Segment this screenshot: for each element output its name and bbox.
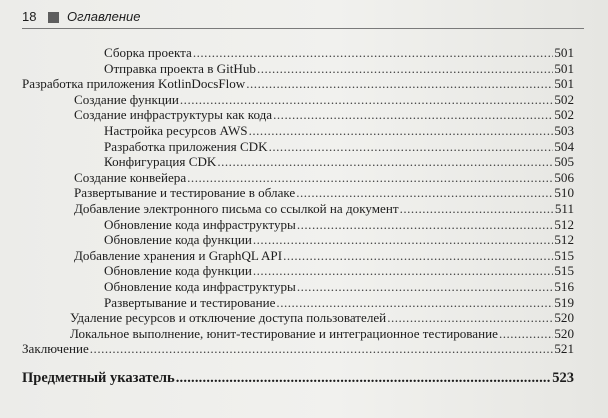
toc-entry-page: 520 <box>554 310 574 326</box>
dot-leader <box>176 369 552 387</box>
table-of-contents <box>22 45 574 357</box>
toc-entry-title: Обновление кода функции <box>104 232 252 248</box>
dot-leader <box>90 341 554 357</box>
toc-entry-page: 511 <box>554 200 574 216</box>
toc-entry[interactable] <box>22 61 574 77</box>
toc-entry[interactable] <box>22 45 574 61</box>
toc-entry-page: 503 <box>554 122 574 138</box>
dot-leader <box>283 248 553 264</box>
toc-entry-page: 512 <box>554 216 574 232</box>
toc-entry[interactable] <box>22 76 574 92</box>
toc-entry-page: 502 <box>554 91 574 107</box>
toc-entry[interactable] <box>22 310 574 326</box>
toc-entry[interactable] <box>22 217 574 233</box>
toc-entry[interactable] <box>22 107 574 123</box>
toc-entry-title: Развертывание и тестирование <box>104 294 276 310</box>
toc-entry-page: 506 <box>554 169 574 185</box>
toc-entry-page: 501 <box>554 45 574 60</box>
dot-leader <box>180 92 553 108</box>
toc-entry[interactable] <box>22 232 574 248</box>
toc-entry[interactable] <box>22 326 574 342</box>
toc-entry[interactable] <box>22 185 574 201</box>
toc-entry-page: 515 <box>554 247 574 263</box>
dot-leader <box>296 185 553 201</box>
toc-entry-page: 505 <box>554 154 574 170</box>
toc-entry-title: Создание инфраструктуры как кода <box>74 107 273 123</box>
dot-leader <box>297 279 554 295</box>
toc-entry[interactable] <box>22 170 574 186</box>
toc-entry-page: 502 <box>554 107 574 123</box>
toc-entry-title: Конфигурация CDK <box>104 154 217 170</box>
dot-leader <box>387 310 553 326</box>
toc-entry-page: 516 <box>554 278 574 294</box>
dot-leader <box>253 263 554 279</box>
toc-entry[interactable] <box>22 201 574 217</box>
dot-leader <box>187 170 553 186</box>
toc-entry[interactable] <box>22 263 574 279</box>
toc-entry-page: 520 <box>554 325 574 341</box>
toc-entry-title: Сборка проекта <box>104 45 192 60</box>
toc-entry-page: 512 <box>554 232 574 248</box>
toc-entry-title: Добавление хранения и GraphQL API <box>74 247 283 263</box>
dot-leader <box>249 123 554 139</box>
toc-entry-page: 510 <box>554 185 574 201</box>
toc-entry[interactable] <box>22 92 574 108</box>
dot-leader <box>499 326 553 342</box>
page-header <box>22 6 584 29</box>
toc-entry-page: 501 <box>554 60 574 76</box>
toc-entry[interactable] <box>22 279 574 295</box>
toc-entry-title: Создание конвейера <box>74 169 187 185</box>
dot-leader <box>269 139 554 155</box>
toc-entry-page: 521 <box>554 341 574 357</box>
dot-leader <box>193 45 554 61</box>
dot-leader <box>217 154 553 170</box>
toc-entry-page: 515 <box>554 263 574 279</box>
toc-entry-title: Обновление кода инфраструктуры <box>104 278 296 294</box>
toc-entry-index[interactable] <box>22 369 574 387</box>
dot-leader <box>297 217 554 233</box>
toc-entry-title: Разработка приложения CDK <box>104 138 268 154</box>
toc-entry-title: Настройка ресурсов AWS <box>104 122 248 138</box>
toc-entry[interactable] <box>22 295 574 311</box>
toc-entry-title: Разработка приложения KotlinDocsFlow <box>22 76 246 92</box>
toc-entry[interactable] <box>22 123 574 139</box>
toc-entry-title: Отправка проекта в GitHub <box>104 60 256 76</box>
toc-entry-page: 519 <box>554 294 574 310</box>
toc-entry-page: 501 <box>554 76 574 92</box>
toc-entry-title: Заключение <box>22 341 89 357</box>
toc-entry-title: Развертывание и тестирование в облаке <box>74 185 296 201</box>
toc-entry-page: 504 <box>554 138 574 154</box>
dot-leader <box>400 201 554 217</box>
dot-leader <box>276 295 553 311</box>
header-square-icon <box>48 12 59 23</box>
page-number: 18 <box>22 9 37 24</box>
toc-entry-title: Обновление кода инфраструктуры <box>104 216 296 232</box>
toc-entry[interactable] <box>22 139 574 155</box>
dot-leader <box>257 61 553 77</box>
dot-leader <box>253 232 554 248</box>
toc-entry-page: 523 <box>552 370 574 386</box>
header-title: Оглавление <box>67 9 141 24</box>
toc-entry[interactable] <box>22 154 574 170</box>
dot-leader <box>246 76 553 92</box>
toc-entry[interactable] <box>22 248 574 264</box>
toc-entry[interactable] <box>22 341 574 357</box>
toc-entry-title: Обновление кода функции <box>104 263 252 279</box>
toc-entry-title: Создание функции <box>74 91 179 107</box>
toc-entry-title: Предметный указатель <box>22 370 175 386</box>
toc-entry-title: Добавление электронного письма со ссылкой на документ <box>74 200 399 216</box>
dot-leader <box>273 107 553 123</box>
toc-entry-title: Удаление ресурсов и отключение доступа пользователей <box>70 310 387 326</box>
toc-entry-title: Локальное выполнение, юнит-тестирование и интеграционное тестирование <box>70 325 498 341</box>
